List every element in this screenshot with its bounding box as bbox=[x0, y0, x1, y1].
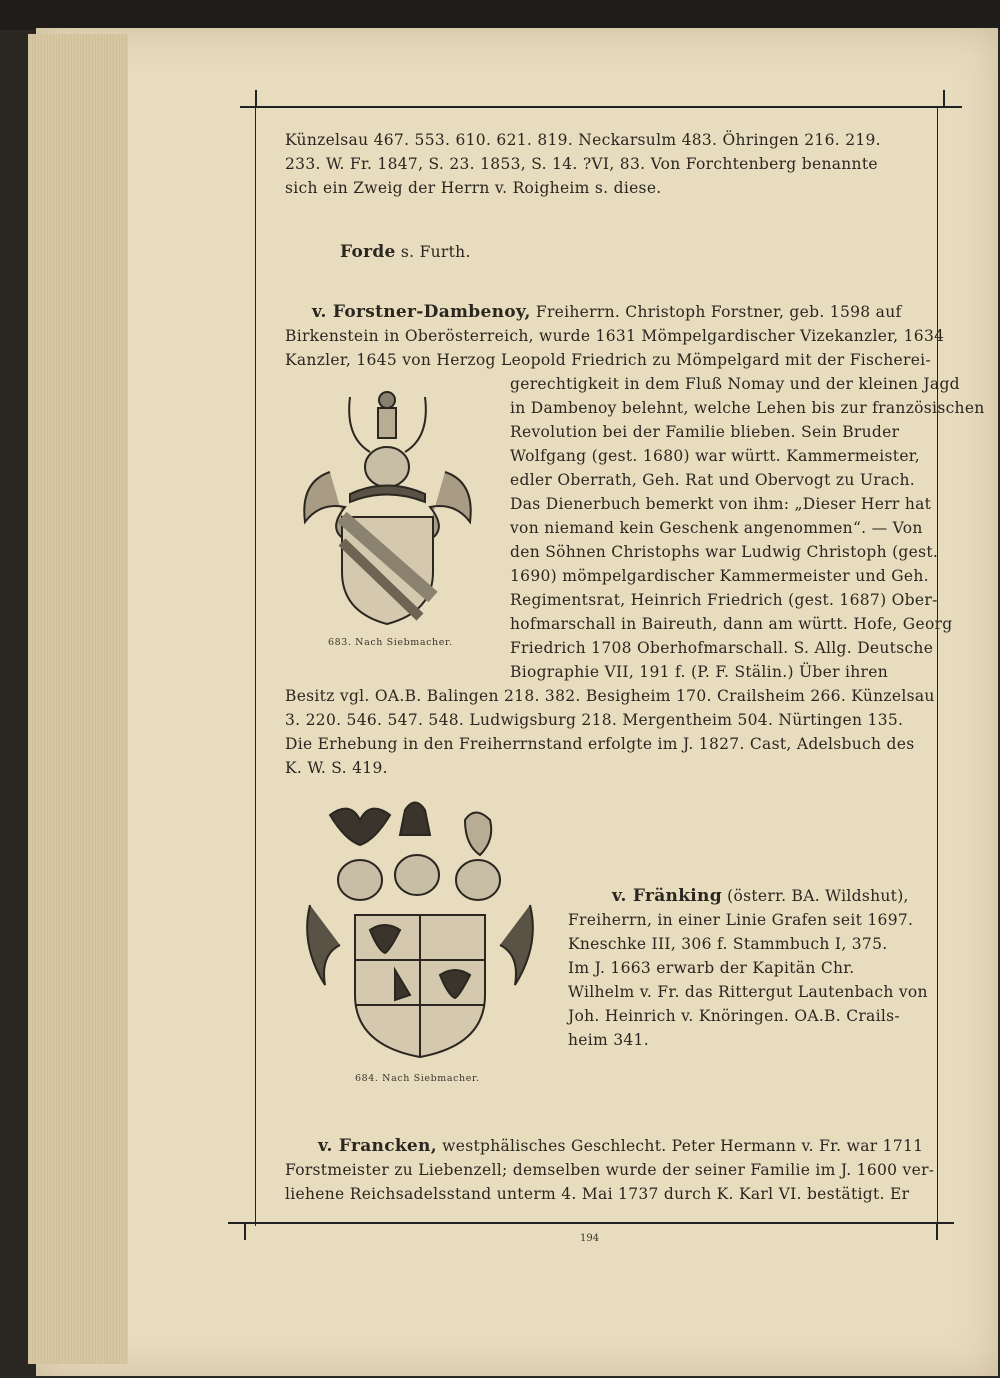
text-line: in Dambenoy belehnt, welche Lehen bis zur französischen bbox=[510, 399, 985, 417]
book-spine bbox=[0, 0, 1000, 30]
entry-heading: v. Francken, bbox=[318, 1136, 437, 1156]
text-line: Künzelsau 467. 553. 610. 621. 819. Neckarsulm 483. Öhringen 216. 219. bbox=[285, 131, 881, 149]
text-line: Freiherrn, in einer Linie Grafen seit 1697. bbox=[568, 911, 914, 929]
text-line: Birkenstein in Oberösterreich, wurde 1631 Mömpelgardischer Vizekanzler, 1634 bbox=[285, 327, 945, 345]
right-rule bbox=[937, 106, 938, 1226]
text-line: Joh. Heinrich v. Knöringen. OA.B. Crails- bbox=[568, 1007, 900, 1025]
bottom-rule bbox=[228, 1222, 954, 1224]
text-line: Friedrich 1708 Oberhofmarschall. S. Allg. Deutsche bbox=[510, 639, 934, 657]
left-rule bbox=[255, 106, 256, 1226]
entry-heading: v. Forstner-Dambenoy, bbox=[312, 302, 531, 322]
text-line: Das Dienerbuch bemerkt von ihm: „Dieser Herr hat bbox=[510, 495, 932, 513]
bottom-right-tick bbox=[936, 1222, 938, 1240]
top-right-tick bbox=[943, 90, 945, 108]
text-line: edler Oberrath, Geh. Rat und Obervogt zu Urach. bbox=[510, 471, 915, 489]
text-line: Regimentsrat, Heinrich Friedrich (gest. 1687) Ober- bbox=[510, 591, 938, 609]
top-rule bbox=[240, 106, 962, 108]
text-line: Forstmeister zu Liebenzell; demselben wurde der seiner Familie im J. 1600 ver- bbox=[285, 1161, 935, 1179]
figure-caption: 684. Nach Siebmacher. bbox=[355, 1073, 480, 1084]
text-line: Im J. 1663 erwarb der Kapitän Chr. bbox=[568, 959, 855, 977]
entry-text: (österr. BA. Wildshut), bbox=[727, 887, 909, 905]
bottom-left-tick bbox=[244, 1222, 246, 1240]
entry-fraenking bbox=[612, 884, 909, 909]
text-line: gerechtigkeit in dem Fluß Nomay und der kleinen Jagd bbox=[510, 375, 960, 393]
text-line: Kneschke III, 306 f. Stammbuch I, 375. bbox=[568, 935, 888, 953]
page-edges bbox=[28, 34, 128, 1364]
coat-of-arms-forstner bbox=[290, 382, 485, 632]
text-line: Kanzler, 1645 von Herzog Leopold Friedrich zu Mömpelgard mit der Fischerei- bbox=[285, 351, 931, 369]
text-line: hofmarschall in Baireuth, dann am württ. Hofe, Georg bbox=[510, 615, 953, 633]
entry-forde bbox=[340, 240, 471, 265]
entry-forstner bbox=[312, 300, 902, 325]
text-line: liehene Reichsadelsstand unterm 4. Mai 1737 durch K. Karl VI. bestätigt. Er bbox=[285, 1185, 910, 1203]
entry-heading: Forde bbox=[340, 242, 396, 262]
text-line: Wolfgang (gest. 1680) war württ. Kammermeister, bbox=[510, 447, 921, 465]
page-number: 194 bbox=[580, 1233, 600, 1244]
entry-francken bbox=[318, 1134, 923, 1159]
entry-text: Freiherrn. Christoph Forstner, geb. 1598 auf bbox=[535, 303, 902, 321]
text-line: heim 341. bbox=[568, 1031, 649, 1049]
text-line: Revolution bei der Familie blieben. Sein Bruder bbox=[510, 423, 900, 441]
text-line: 233. W. Fr. 1847, S. 23. 1853, S. 14. ?VI, 83. Von Forchtenberg benannte bbox=[285, 155, 878, 173]
entry-text: westphälisches Geschlecht. Peter Hermann v. Fr. war 1711 bbox=[442, 1137, 924, 1155]
figure-caption: 683. Nach Siebmacher. bbox=[328, 637, 453, 648]
text-line: den Söhnen Christophs war Ludwig Christoph (gest. bbox=[510, 543, 939, 561]
coat-of-arms-fraenking bbox=[300, 795, 540, 1065]
text-line: Wilhelm v. Fr. das Rittergut Lautenbach von bbox=[568, 983, 928, 1001]
entry-heading: v. Fränking bbox=[612, 886, 722, 906]
text-line: Die Erhebung in den Freiherrnstand erfolgte im J. 1827. Cast, Adelsbuch des bbox=[285, 735, 915, 753]
text-line: von niemand kein Geschenk angenommen“. — Von bbox=[510, 519, 923, 537]
entry-text: s. Furth. bbox=[400, 243, 471, 261]
text-line: Biographie VII, 191 f. (P. F. Stälin.) Über ihren bbox=[510, 663, 889, 681]
text-line: Besitz vgl. OA.B. Balingen 218. 382. Besigheim 170. Crailsheim 266. Künzelsau bbox=[285, 687, 935, 705]
text-line: K. W. S. 419. bbox=[285, 759, 388, 777]
text-line: sich ein Zweig der Herrn v. Roigheim s. diese. bbox=[285, 179, 662, 197]
text-line: 3. 220. 546. 547. 548. Ludwigsburg 218. Mergentheim 504. Nürtingen 135. bbox=[285, 711, 904, 729]
text-line: 1690) mömpelgardischer Kammermeister und Geh. bbox=[510, 567, 929, 585]
